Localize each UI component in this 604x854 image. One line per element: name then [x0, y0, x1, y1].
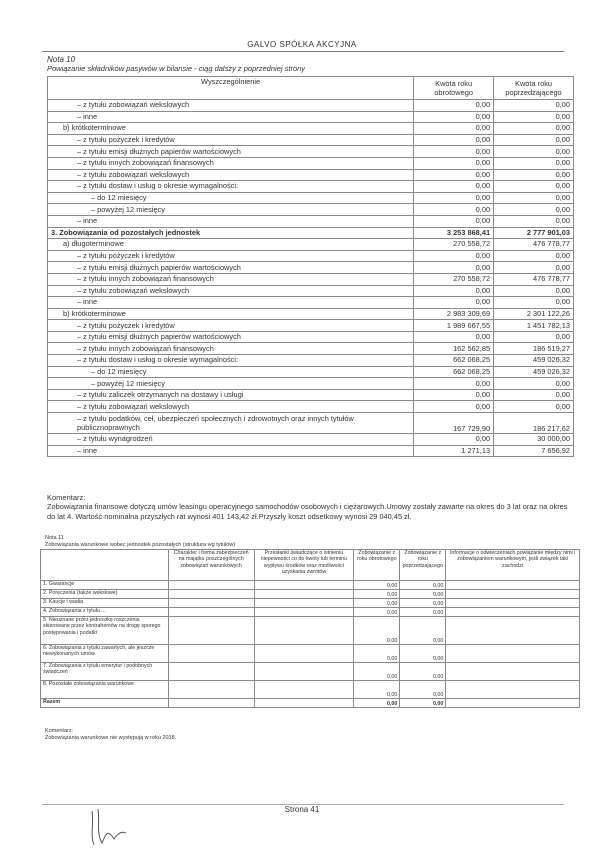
- empty-cell: [254, 599, 354, 608]
- empty-cell: [446, 617, 580, 645]
- value-previous: 0,00: [494, 169, 574, 181]
- value-previous: 186 519,27: [494, 343, 574, 355]
- col-header: [41, 550, 169, 581]
- value-previous: 0,00: [494, 204, 574, 216]
- table-row: [48, 181, 574, 193]
- row-label: 8. Pozostałe zobowiązania warunkowe: [41, 681, 169, 699]
- empty-cell: [254, 617, 354, 645]
- value-current: 0,00: [414, 401, 494, 413]
- value-previous: 2 301 122,26: [494, 308, 574, 320]
- empty-cell: [254, 663, 354, 681]
- table-row: [48, 215, 574, 227]
- value-previous: 0,00: [400, 699, 446, 708]
- value-current: 0,00: [354, 617, 400, 645]
- col-header: Informacje o odwieczeniach powiązanie między nimi i zobowiązaniem warunkowym, jeśli związek taki zachodzi: [446, 550, 580, 581]
- value-previous: 459 026,32: [494, 355, 574, 367]
- company-header: GALVO SPÓŁKA AKCYJNA: [247, 40, 357, 49]
- value-previous: 2 777 901,03: [494, 227, 574, 239]
- row-label: – z tytułu innych zobowiązań finansowych: [48, 157, 414, 169]
- empty-cell: [446, 645, 580, 663]
- row-label: 3. Zobowiązania od pozostałych jednostek: [48, 227, 414, 239]
- row-label: 7. Zobowiązania z tytułu emerytur i podobnych świadczeń: [41, 663, 169, 681]
- value-previous: 0,00: [494, 192, 574, 204]
- col-current-header: Kwota roku obrotowego: [414, 77, 494, 100]
- value-current: 0,00: [414, 111, 494, 123]
- table-row: [48, 445, 574, 457]
- value-current: 0,00: [414, 146, 494, 158]
- value-current: 1 271,13: [414, 445, 494, 457]
- value-current: 0,00: [414, 250, 494, 262]
- row-label: – z tytułu zobowiązań wekslowych: [48, 100, 414, 112]
- value-previous: 0,00: [400, 681, 446, 699]
- row-label: b) krótkoterminowe: [48, 308, 414, 320]
- table-header-row: [48, 77, 574, 100]
- value-current: 0,00: [414, 389, 494, 401]
- table-row: [48, 297, 574, 309]
- page-number: Strona 41: [284, 805, 320, 814]
- table-row: [48, 355, 574, 367]
- table-row: [48, 262, 574, 274]
- row-label: – inne: [48, 445, 414, 457]
- value-current: 0,00: [414, 262, 494, 274]
- value-previous: 476 778,77: [494, 239, 574, 251]
- col-desc-header: Wyszczególnienie: [48, 77, 414, 100]
- comment-label: Komentarz:: [47, 493, 86, 502]
- value-previous: 0,00: [494, 146, 574, 158]
- value-previous: 7 656,92: [494, 445, 574, 457]
- empty-cell: [254, 681, 354, 699]
- value-previous: 0,00: [494, 297, 574, 309]
- empty-cell: [168, 617, 254, 645]
- row-label: – z tytułu zobowiązań wekslowych: [48, 285, 414, 297]
- table-row: [41, 681, 580, 699]
- value-current: 0,00: [414, 434, 494, 446]
- value-previous: 0,00: [494, 262, 574, 274]
- value-current: 0,00: [414, 378, 494, 390]
- value-current: 0,00: [354, 699, 400, 708]
- row-label: 2. Poręczenia (także wekslowe): [41, 590, 169, 599]
- col-previous-header: Kwota roku poprzedzającego: [494, 77, 574, 100]
- row-label: – do 12 miesięcy: [48, 366, 414, 378]
- value-previous: 0,00: [494, 389, 574, 401]
- value-current: 0,00: [414, 157, 494, 169]
- table-row: [48, 285, 574, 297]
- empty-cell: [168, 645, 254, 663]
- empty-cell: [254, 581, 354, 590]
- table-header-row: [41, 550, 580, 581]
- table-row: [48, 378, 574, 390]
- row-label: Razem: [41, 699, 169, 708]
- value-current: 0,00: [354, 581, 400, 590]
- value-current: 0,00: [414, 285, 494, 297]
- col-header: Przesłanki świadczące o istnieniu niepewności co do kwoty lub terminu wypływu środków oraz możliwości uzyskania zwrotów: [254, 550, 354, 581]
- table-row: [41, 599, 580, 608]
- empty-cell: [446, 699, 580, 708]
- value-current: 162 562,85: [414, 343, 494, 355]
- row-label: – z tytułu zobowiązań wekslowych: [48, 401, 414, 413]
- note11-title: Nota 11: [45, 535, 64, 541]
- empty-cell: [254, 590, 354, 599]
- table-row: [48, 100, 574, 112]
- row-label: – powyżej 12 miesięcy: [48, 378, 414, 390]
- row-label: – powyżej 12 miesięcy: [48, 204, 414, 216]
- row-label: – do 12 miesięcy: [48, 192, 414, 204]
- value-previous: 0,00: [400, 608, 446, 617]
- table-row: [48, 123, 574, 135]
- value-previous: 186 217,62: [494, 413, 574, 434]
- row-label: – inne: [48, 215, 414, 227]
- table-row: [48, 192, 574, 204]
- row-label: 6. Zobowiązania z tytułu zawartych, ale jeszcze niewykonanych umów: [41, 645, 169, 663]
- header-rule: [42, 51, 564, 52]
- table-row: [48, 134, 574, 146]
- row-label: 5. Nieuznane przez jednostkę roszczenia skierowane przez kontrahentów na drogę sporego postępowania i podatki: [41, 617, 169, 645]
- row-label: – z tytułu dostaw i usług o okresie wymagalności:: [48, 355, 414, 367]
- table-row: [48, 111, 574, 123]
- comment2-label: Komentarz:: [45, 728, 74, 734]
- empty-cell: [254, 699, 354, 708]
- table-row: [48, 331, 574, 343]
- empty-cell: [446, 663, 580, 681]
- col-header: Zobowiązanie z roku poprzedzającego: [400, 550, 446, 581]
- table-row: [48, 308, 574, 320]
- row-label: – z tytułu emisji dłużnych papierów wartościowych: [48, 331, 414, 343]
- value-previous: 0,00: [494, 123, 574, 135]
- row-label: – z tytułu zobowiązań wekslowych: [48, 169, 414, 181]
- table-row: [41, 590, 580, 599]
- empty-cell: [254, 608, 354, 617]
- value-current: 0,00: [414, 331, 494, 343]
- value-current: 167 729,90: [414, 413, 494, 434]
- value-previous: 476 778,77: [494, 273, 574, 285]
- value-current: 0,00: [414, 169, 494, 181]
- empty-cell: [168, 699, 254, 708]
- value-previous: 30 000,00: [494, 434, 574, 446]
- row-label: – z tytułu emisji dłużnych papierów wartościowych: [48, 262, 414, 274]
- row-label: – inne: [48, 297, 414, 309]
- value-current: 2 983 309,69: [414, 308, 494, 320]
- table-row: [48, 401, 574, 413]
- value-current: 0,00: [354, 663, 400, 681]
- note10-title: Nota 10: [47, 55, 76, 64]
- table-row: [48, 320, 574, 332]
- table-row: [48, 157, 574, 169]
- empty-cell: [446, 581, 580, 590]
- value-previous: 0,00: [494, 181, 574, 193]
- empty-cell: [446, 608, 580, 617]
- value-previous: 0,00: [494, 215, 574, 227]
- value-current: 0,00: [414, 181, 494, 193]
- table-row: [48, 413, 574, 434]
- empty-cell: [254, 645, 354, 663]
- value-current: 0,00: [354, 608, 400, 617]
- value-previous: 0,00: [494, 378, 574, 390]
- value-current: 0,00: [414, 134, 494, 146]
- value-current: 0,00: [354, 599, 400, 608]
- value-previous: 0,00: [400, 599, 446, 608]
- value-previous: 0,00: [400, 617, 446, 645]
- row-label: b) krótkoterminowe: [48, 123, 414, 135]
- row-label: – z tytułu dostaw i usług o okresie wymagalności:: [48, 181, 414, 193]
- value-current: 662 068,25: [414, 355, 494, 367]
- table-row: [48, 434, 574, 446]
- table-row: [48, 204, 574, 216]
- value-previous: 1 451 782,13: [494, 320, 574, 332]
- table-row: [41, 617, 580, 645]
- value-current: 0,00: [414, 100, 494, 112]
- value-previous: 0,00: [494, 134, 574, 146]
- table-row: [48, 239, 574, 251]
- row-label: 3. Kaucje i wadia: [41, 599, 169, 608]
- row-label: – z tytułu pożyczek i kredytów: [48, 134, 414, 146]
- table-row: [41, 663, 580, 681]
- row-label: – z tytułu wynagrodzeń: [48, 434, 414, 446]
- table-row: [48, 250, 574, 262]
- table-row: [48, 366, 574, 378]
- value-previous: 459 026,32: [494, 366, 574, 378]
- value-previous: 0,00: [400, 590, 446, 599]
- col-header: Zobowiązanie z roku obrotowego: [354, 550, 400, 581]
- col-header: Charakter i forma zabezpieczeń na majątku poszczególnych zobowiązań warunkowych: [168, 550, 254, 581]
- empty-cell: [168, 599, 254, 608]
- table-row: [41, 608, 580, 617]
- value-current: 662 068,25: [414, 366, 494, 378]
- value-previous: 0,00: [494, 285, 574, 297]
- row-label: – z tytułu zaliczek otrzymanych na dostawy i usługi: [48, 389, 414, 401]
- comment2-text: Zobowiązania warunkowe nie występują w roku 2018.: [45, 735, 177, 741]
- table-row: [48, 146, 574, 158]
- row-label: – z tytułu pożyczek i kredytów: [48, 250, 414, 262]
- value-current: 3 253 868,41: [414, 227, 494, 239]
- value-previous: 0,00: [400, 645, 446, 663]
- value-current: 0,00: [414, 192, 494, 204]
- value-current: 270 558,72: [414, 239, 494, 251]
- empty-cell: [446, 599, 580, 608]
- value-current: 0,00: [414, 204, 494, 216]
- value-current: 0,00: [354, 681, 400, 699]
- row-label: – z tytułu innych zobowiązań finansowych: [48, 343, 414, 355]
- value-current: 0,00: [354, 645, 400, 663]
- value-current: 0,00: [354, 590, 400, 599]
- value-previous: 0,00: [494, 401, 574, 413]
- value-previous: 0,00: [494, 100, 574, 112]
- row-label: – z tytułu innych zobowiązań finansowych: [48, 273, 414, 285]
- empty-cell: [168, 681, 254, 699]
- table-row: [48, 273, 574, 285]
- value-current: 0,00: [414, 123, 494, 135]
- row-label: – inne: [48, 111, 414, 123]
- value-previous: 0,00: [494, 157, 574, 169]
- row-label: 1. Gwarancje: [41, 581, 169, 590]
- value-current: 270 558,72: [414, 273, 494, 285]
- row-label: – z tytułu podatków, ceł, ubezpieczeń społecznych i zdrowotnych oraz innych tytułów publicznoprawnych: [48, 413, 414, 434]
- empty-cell: [168, 581, 254, 590]
- table-row: [41, 581, 580, 590]
- table-row: [41, 645, 580, 663]
- row-label: a) długoterminowe: [48, 239, 414, 251]
- table-row: [48, 227, 574, 239]
- value-previous: 0,00: [494, 111, 574, 123]
- row-label: – z tytułu pożyczek i kredytów: [48, 320, 414, 332]
- table-row: [48, 169, 574, 181]
- empty-cell: [446, 681, 580, 699]
- table-row: [48, 343, 574, 355]
- row-label: – z tytułu emisji dłużnych papierów wartościowych: [48, 146, 414, 158]
- value-previous: 0,00: [494, 331, 574, 343]
- note11-subtitle: Zobowiązania warunkowe wobec jednostek pozostałych (struktura wg tytułów): [45, 542, 236, 548]
- value-previous: 0,00: [494, 250, 574, 262]
- value-previous: 0,00: [400, 581, 446, 590]
- empty-cell: [446, 590, 580, 599]
- empty-cell: [168, 608, 254, 617]
- empty-cell: [168, 663, 254, 681]
- empty-cell: [168, 590, 254, 599]
- note10-subtitle: Powiązanie składników pasywów w bilansie - ciąg dalszy z poprzedniej strony: [47, 64, 306, 73]
- row-label: 4. Zobowiązania z tytułu ...: [41, 608, 169, 617]
- table-row: [48, 389, 574, 401]
- value-current: 0,00: [414, 215, 494, 227]
- value-current: 0,00: [414, 297, 494, 309]
- note11-table: [40, 549, 580, 708]
- value-previous: 0,00: [400, 663, 446, 681]
- note10-table: [47, 76, 574, 457]
- comment-text: Zobowiązania finansowe dotyczą umów leasingu operacyjnego samochodów osobowych i ciężarowych.Umowy zostały zawarte na okres do 3 lat oraz na okres do lat 4. Wartość nominalna przyszłych rat wynosi 401 143,42 zł.Przyszły koszt odsetkowy wynosi 29 040,45 zł.: [47, 502, 568, 521]
- value-current: 1 989 667,55: [414, 320, 494, 332]
- table-row: [41, 699, 580, 708]
